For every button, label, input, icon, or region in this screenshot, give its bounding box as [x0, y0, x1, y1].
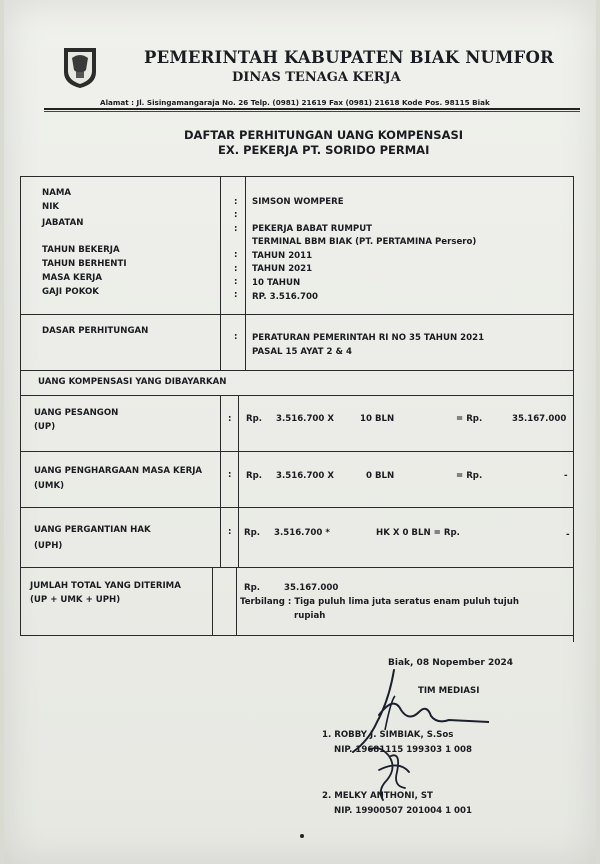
signatory-2-name: 2. MELKY ANTHONI, ST	[322, 791, 433, 801]
colon: :	[234, 197, 238, 207]
letterhead-title: PEMERINTAH KABUPATEN BIAK NUMFOR	[144, 48, 554, 67]
colon: :	[234, 264, 238, 274]
umk-equals: = Rp.	[456, 471, 483, 481]
row-divider-1	[20, 314, 574, 315]
col-divider-1	[220, 176, 221, 371]
uph-amount: 3.516.700 *	[274, 528, 330, 538]
label-dasar-perhitungan: DASAR PERHITUNGAN	[42, 326, 149, 336]
label-tahun-berhenti: TAHUN BERHENTI	[42, 259, 127, 269]
terbilang-line-2: rupiah	[294, 611, 326, 621]
label-nik: NIK	[42, 202, 60, 212]
colon: :	[234, 290, 238, 300]
letterhead-rule	[44, 108, 580, 110]
value-dasar-2: PASAL 15 AYAT 2 & 4	[252, 347, 352, 357]
value-jabatan-1: PEKERJA BABAT RUMPUT	[252, 224, 373, 234]
colon: :	[234, 277, 238, 287]
rp-label: Rp.	[244, 583, 261, 593]
col-divider-2b	[238, 395, 239, 567]
row-divider-4	[20, 451, 574, 452]
place-date: Biak, 08 Nopember 2024	[388, 658, 514, 668]
label-gaji-pokok: GAJI POKOK	[42, 287, 99, 297]
table-border-right	[573, 176, 574, 642]
value-tahun-berhenti: TAHUN 2021	[252, 264, 313, 274]
label-up-abbr: (UP)	[34, 422, 56, 432]
row-divider-2	[20, 370, 574, 371]
row-divider-3	[20, 395, 574, 396]
mediation-team: TIM MEDIASI	[418, 686, 480, 696]
document-page	[4, 0, 596, 864]
table-border-bottom	[20, 635, 574, 636]
colon: :	[234, 224, 238, 234]
rp-label: Rp.	[244, 528, 261, 538]
value-nama: SIMSON WOMPERE	[252, 197, 344, 207]
signatory-2-nip: NIP. 19900507 201004 1 001	[334, 806, 472, 816]
value-dasar-1: PERATURAN PEMERINTAH RI NO 35 TAHUN 2021	[252, 333, 485, 343]
signatory-1-name: 1. ROBBY J. SIMBIAK, S.Sos	[322, 730, 454, 740]
colon: :	[228, 470, 232, 480]
uph-calc: HK X 0 BLN = Rp.	[376, 528, 460, 538]
document-title: DAFTAR PERHITUNGAN UANG KOMPENSASI	[184, 128, 464, 142]
label-uph: UANG PERGANTIAN HAK	[34, 525, 151, 535]
ink-dot	[300, 834, 304, 838]
rp-label: Rp.	[246, 471, 263, 481]
signatory-1-nip: NIP. 19681115 199303 1 008	[334, 745, 472, 755]
value-jabatan-2: TERMINAL BBM BIAK (PT. PERTAMINA Persero)	[252, 237, 477, 247]
label-up: UANG PESANGON	[34, 408, 119, 418]
col-divider-1b	[220, 395, 221, 567]
row-divider-5	[20, 507, 574, 508]
label-uph-abbr: (UPH)	[34, 541, 63, 551]
col-divider-2	[245, 176, 246, 371]
value-masa-kerja: 10 TAHUN	[252, 278, 301, 288]
value-gaji-pokok: RP. 3.516.700	[252, 292, 318, 302]
value-tahun-bekerja: TAHUN 2011	[252, 251, 313, 261]
label-nama: NAMA	[42, 188, 72, 198]
label-tahun-bekerja: TAHUN BEKERJA	[42, 245, 120, 255]
section-header-kompensasi: UANG KOMPENSASI YANG DIBAYARKAN	[38, 377, 227, 387]
label-masa-kerja: MASA KERJA	[42, 273, 103, 283]
regency-emblem-icon	[62, 46, 98, 90]
umk-amount: 3.516.700 X	[276, 471, 335, 481]
letterhead-subtitle: DINAS TENAGA KERJA	[232, 70, 401, 85]
col-divider-2c	[236, 567, 237, 635]
rp-label: Rp.	[246, 414, 263, 424]
colon: :	[234, 210, 238, 220]
uph-total: -	[566, 530, 570, 540]
document-subtitle: EX. PEKERJA PT. SORIDO PERMAI	[218, 143, 430, 157]
label-jumlah-formula: (UP + UMK + UPH)	[30, 595, 121, 605]
terbilang-line-1: Terbilang : Tiga puluh lima juta seratus enam puluh tujuh	[240, 597, 519, 607]
label-jabatan: JABATAN	[42, 218, 84, 228]
colon: :	[234, 250, 238, 260]
table-border-top	[20, 176, 574, 177]
label-jumlah-total: JUMLAH TOTAL YANG DITERIMA	[30, 581, 181, 591]
colon: :	[228, 414, 232, 424]
letterhead-address: Alamat : Jl. Sisingamangaraja No. 26 Telp. (0981) 21619 Fax (0981) 21618 Kode Pos. 98115 Biak	[100, 98, 490, 107]
umk-total: -	[564, 471, 568, 481]
colon: :	[234, 332, 238, 342]
label-umk: UANG PENGHARGAAN MASA KERJA	[34, 466, 203, 476]
up-total: 35.167.000	[512, 414, 567, 424]
up-months: 10 BLN	[360, 414, 395, 424]
colon: :	[228, 527, 232, 537]
label-umk-abbr: (UMK)	[34, 481, 65, 491]
umk-months: 0 BLN	[366, 471, 395, 481]
col-divider-1c	[212, 567, 213, 635]
row-divider-6	[20, 567, 574, 568]
jumlah-total: 35.167.000	[284, 583, 339, 593]
up-amount: 3.516.700 X	[276, 414, 335, 424]
up-equals: = Rp.	[456, 414, 483, 424]
letterhead-rule-thin	[44, 111, 580, 112]
